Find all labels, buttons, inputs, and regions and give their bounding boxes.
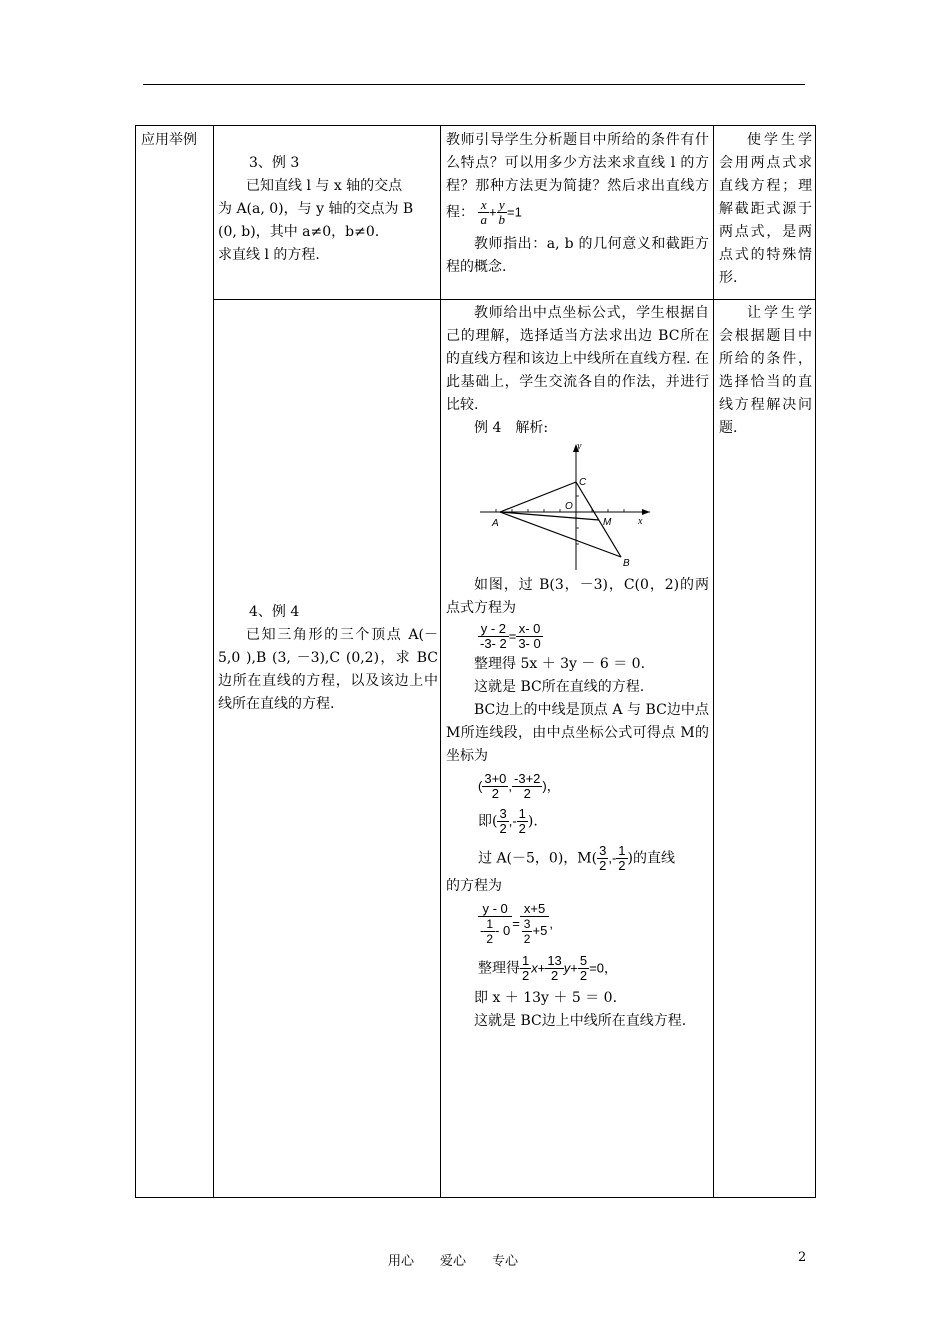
midpoint-result: 即( $\frac{3}{2}$ ,- $\frac{1}{2}$ ). <box>478 806 538 836</box>
teacher-text: 这就是 BC所在直线的方程. <box>474 679 645 695</box>
goal-text: 让学生学会根据题目中所给的条件，选择恰当的直线方程解决问题. <box>719 305 812 436</box>
point-b-label: B <box>623 558 630 569</box>
fraction: $\frac{x}{a}$ <box>480 197 487 227</box>
example4-teacher-cell <box>441 300 714 1198</box>
median-am <box>500 512 599 520</box>
example3-line: 求直线 l 的方程. <box>218 247 320 263</box>
teacher-text: 如图，过 B(3，－3)，C(0，2)的两点式方程为 <box>446 577 709 616</box>
point-c-label: C <box>579 477 587 488</box>
example3-cell <box>214 126 441 300</box>
example4-cell <box>214 300 441 1198</box>
goal-text: 使学生学会用两点式求直线方程；理解截距式源于两点式，是两点式的特殊情形. <box>719 132 812 286</box>
simplified-equation: 整理得 $\frac{1}{2}$ x+ $\frac{13}{2}$ y+ $\frac{5}{2}$ =0， <box>478 953 617 983</box>
lesson-table <box>135 125 816 1198</box>
teacher-text: 教师引导学生分析题目中所给的条件有什么特点？可以用多少方法来求直线 l 的方程？那种方法更为简捷？然后求出直线方程： <box>446 132 709 221</box>
teacher-text: BC边上的中线是顶点 A 与 BC边中点 M所连线段，由中点坐标公式可得点 M的坐标为 <box>446 702 709 764</box>
example3-line: (0, b)，其中 a≠0，b≠0. <box>218 224 380 240</box>
x-axis-label: x <box>638 516 643 527</box>
median-equation: y - 0 - $\frac{1}{2}$ - 0 = x+5 $\frac{3}{2}$ +5 , <box>480 901 553 946</box>
fraction: $\frac{y}{b}$ <box>498 197 506 227</box>
example3-line: 为 A(a, 0)，与 y 轴的交点为 B <box>218 201 414 217</box>
teacher-text: 教师给出中点坐标公式，学生根据自己的理解，选择适当方法求出边 BC所在的直线方程和该边上中线所在直线方程. 在此基础上，学生交流各自的作法，并进行比较. <box>446 305 709 413</box>
teacher-text: 的方程为 <box>446 878 502 894</box>
section-label: 应用举例 <box>141 132 197 148</box>
example4-text: 已知三角形的三个顶点 A(－5,0 ),B (3, －3),C (0,2)，求 BC边所在直线的方程，以及该边上中线所在直线的方程. <box>218 627 438 712</box>
point-a-label: A <box>492 518 499 529</box>
page-number: 2 <box>798 1250 807 1265</box>
header-rule <box>143 84 805 85</box>
table-row <box>136 126 816 300</box>
example3-line: 已知直线 l 与 x 轴的交点 <box>246 178 403 194</box>
teacher-text: 即 x ＋ 13y ＋ 5 ＝ 0. <box>474 990 618 1006</box>
table-row <box>136 300 816 1198</box>
midpoint-formula: ( $\frac{3+0}{2}$ , $\frac{-3+2}{2}$ )， <box>478 771 560 801</box>
point-m-label: M <box>603 517 612 528</box>
example3-goal-cell <box>714 126 816 300</box>
section-cell <box>136 126 214 1198</box>
example4-title: 4、例 4 <box>249 604 300 620</box>
example3-teacher-cell: 教师引导学生分析题目中所给的条件有什么特点？可以用多少方法来求直线 l 的方程？那种方法更为简捷？然后求出直线方程： $\frac{x}{a}$ + $\frac{y}{b}$ =1 教师指出：a, b 的几何意义和截距方程的概念. <box>441 126 714 300</box>
median-line-text: 过 A(－5，0)，M( $\frac{3}{2}$ ,- $\frac{1}{2}$ )的直线 <box>478 843 675 873</box>
y-axis-label: y <box>577 442 582 452</box>
example4-goal-cell <box>714 300 816 1198</box>
two-point-equation: $\frac{y - 2}{-3- 2}$ = $\frac{x- 0}{3- 0}$ <box>480 621 541 651</box>
x-axis-arrow <box>642 509 650 515</box>
triangle-figure <box>478 442 658 574</box>
footer-motto: 用心 爱心 专心 <box>388 1254 519 1269</box>
teacher-text: 这就是 BC边上中线所在直线方程. <box>474 1013 687 1029</box>
example3-title: 3、例 3 <box>249 155 300 171</box>
teacher-text: 例 4 解析: <box>474 420 549 436</box>
origin-label: O <box>565 501 573 512</box>
teacher-text: 教师指出：a, b 的几何意义和截距方程的概念. <box>446 236 709 275</box>
teacher-text: 整理得 5x ＋ 3y － 6 ＝ 0. <box>474 656 646 672</box>
